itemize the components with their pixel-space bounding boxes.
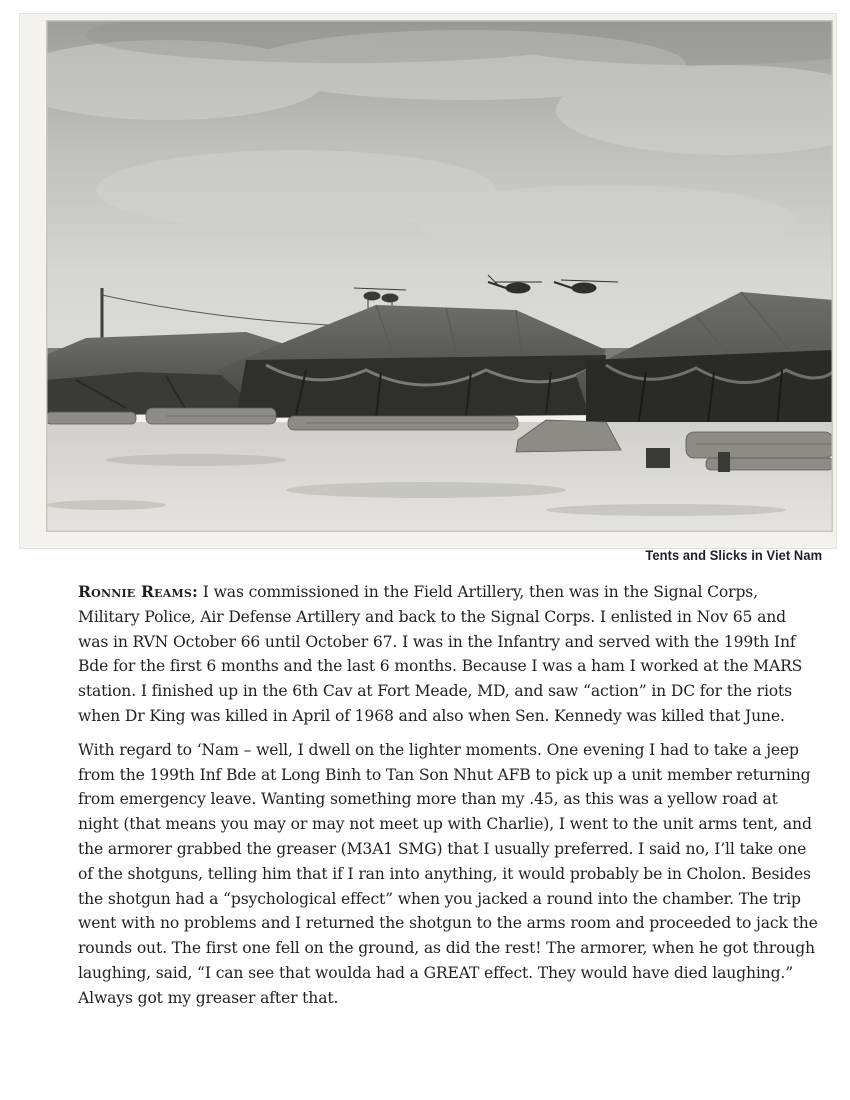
speaker-name: Ronnie Reams:: [78, 582, 198, 601]
paragraph: [78, 580, 818, 729]
crate: [646, 448, 670, 468]
paragraph: With regard to ‘Nam – well, I dwell on the lighter moments. One evening I had to take a jeep from the 199th Inf Bde at Long Binh to Tan Son Nhut AFB to pick up a unit member returning from emergency leave. Wanting something more than my .45, as this was a yellow road at night (that means you may or may not meet up with Charlie), I went to the unit arms tent, and the armorer grabbed the greaser (M3A1 SMG) that I usually preferred. I said no, I’ll take one of the shotguns, telling him that if I ran into anything, it would probably be in Cholon. Besides the shotgun had a “psychological effect” when you jacked a round into the chamber. The trip went with no problems and I returned the shotgun to the arms room and proceeded to jack the rounds out. The first one fell on the ground, as did the rest! The armorer, when he got through laughing, said, “I can see that woulda had a GREAT effect. They would have died laughing.” Always got my greaser after that.: [78, 740, 818, 1007]
tents-and-helicopters-photo: [46, 20, 833, 532]
photo-caption: Tents and Slicks in Viet Nam: [645, 547, 822, 563]
photo-frame: [20, 14, 836, 548]
story-text: [78, 580, 818, 1011]
paragraph-body: I was commissioned in the Field Artillery, then was in the Signal Corps, Military Police, Air Defense Artillery and back to the Signal Corps. I enlisted in Nov 65 and was in RVN October 66 until October 67. I was in the Infantry and served with the 199th Inf Bde for the first 6 months and the last 6 months. Because I was a ham I worked at the MARS station. I finished up in the 6th Cav at Fort Meade, MD, and saw “action” in DC for the riots when Dr King was killed in April of 1968 and also when Sen. Kennedy was killed that June.: [78, 583, 803, 725]
crate: [718, 452, 730, 472]
